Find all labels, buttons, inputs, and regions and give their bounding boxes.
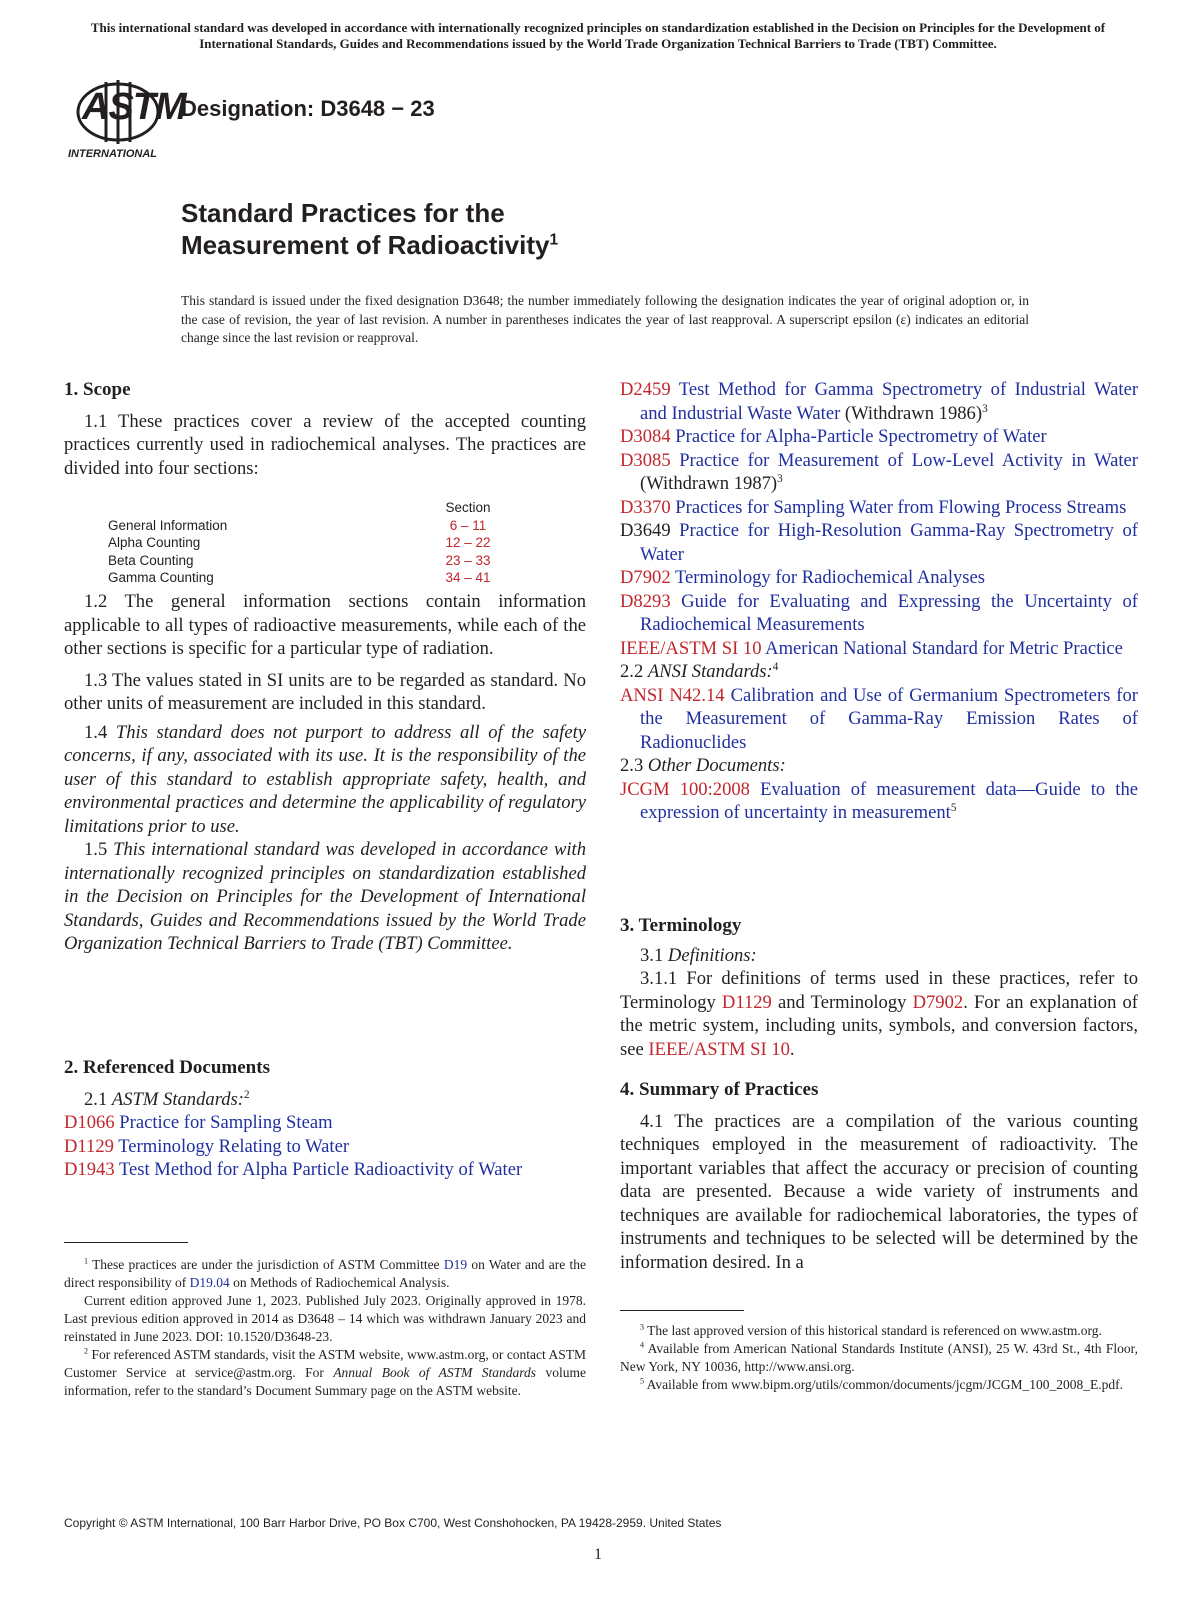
footnote-3-number: 3 [640, 1322, 645, 1332]
footnotes-left [64, 1256, 586, 1400]
footnote-ref-2: 2 [243, 1088, 250, 1101]
astm-logo [64, 72, 186, 164]
para-3-1-1-text: . [789, 1038, 795, 1060]
ref-entry [64, 1158, 586, 1182]
footnote-rule-right [620, 1310, 744, 1311]
footnote-1-text: on Methods of Radiochemical Analysis. [229, 1275, 450, 1290]
ref-entry [620, 378, 1138, 425]
ref-code-link[interactable]: D1129 [64, 1135, 114, 1157]
ref-entry [620, 566, 1138, 590]
ref-code-link[interactable]: JCGM 100:2008 [620, 778, 750, 800]
scope-section [64, 378, 586, 480]
para-2-1-text: ASTM Standards: [111, 1088, 244, 1110]
para-3-1-1 [620, 967, 1138, 1061]
footnote-2-number: 2 [84, 1346, 89, 1356]
ref-entry [620, 425, 1138, 449]
ref-title-link[interactable]: Test Method for Alpha Particle Radioactivity of Water [118, 1159, 523, 1180]
ref-title-link[interactable]: Practice for High-Resolution Gamma-Ray Spectrometry of Water [640, 520, 1138, 565]
terminology-heading: 3. Terminology [620, 915, 742, 936]
ref-title-link[interactable]: American National Standard for Metric Practice [765, 637, 1123, 659]
ref-code-link[interactable]: D8293 [620, 590, 671, 612]
issue-note: This standard is issued under the fixed designation D3648; the number immediately following the designation indicates the year of original adoption or, in the case of revision, the year of last revision. A number in parentheses indicates the year of last reapproval. A superscript epsilon (ε) indicates an editorial change since the last revision or reapproval. [181, 293, 1029, 345]
logo-wordmark: ASTM [82, 86, 186, 128]
summary-section [620, 1078, 1138, 1274]
refdocs-continued [620, 378, 1138, 825]
ref-title-link[interactable]: Terminology for Radiochemical Analyses [674, 567, 986, 588]
ref-title-link[interactable]: Practices for Sampling Water from Flowing Process Streams [675, 496, 1127, 518]
para-3-1-1-text: and Terminology [771, 991, 913, 1013]
footnote-3 [620, 1322, 1138, 1340]
subcommittee-link[interactable]: D19.04 [189, 1275, 230, 1290]
terminology-section [620, 914, 1138, 1061]
para-1-2: 1.2 The general information sections contain information applicable to all types of radioactive measurements, while each of the other sections is specific for a particular type of radiation. [64, 591, 586, 659]
ref-entry [620, 496, 1138, 520]
footnote-5-number: 5 [640, 1376, 645, 1386]
footnote-2-text: For referenced ASTM standards, visit the ASTM website, www.astm.org, or contact ASTM Customer Service at service@astm.org. For [64, 1347, 586, 1380]
ieee-si10-link[interactable]: IEEE/ASTM SI 10 [648, 1038, 790, 1060]
d1129-link[interactable]: D1129 [721, 991, 772, 1013]
ref-title-link[interactable]: Guide for Evaluating and Expressing the Uncertainty of Radiochemical Measurements [640, 590, 1138, 635]
ref-entry [620, 519, 1138, 566]
footnote-ref-4: 4 [772, 660, 779, 673]
footnote-5-text: Available from www.bipm.org/utils/common/documents/jcgm/JCGM_100_2008_E.pdf. [644, 1377, 1124, 1392]
ref-entry [64, 1111, 586, 1135]
document-title [181, 197, 558, 261]
para-2-3-number: 2.3 [620, 755, 644, 776]
ref-code-link[interactable]: D7902 [620, 567, 671, 588]
footnote-ref-3: 3 [982, 402, 988, 415]
ref-entry [620, 684, 1138, 755]
withdrawn-note: (Withdrawn 1986) [840, 402, 983, 424]
footnote-rule-left [64, 1242, 188, 1243]
ref-entry [64, 1135, 586, 1159]
footnotes-right [620, 1322, 1138, 1394]
copyright-line: Copyright © ASTM International, 100 Barr Harbor Drive, PO Box C700, West Conshohocken, PA 19428-2959. United States [64, 1516, 722, 1530]
para-3-1-1-text: . For an explanation of the metric system, including units, symbols, and conversion factors, see [620, 991, 1138, 1060]
footnote-1-number: 1 [84, 1256, 89, 1266]
ref-code-link[interactable]: IEEE/ASTM SI 10 [620, 637, 762, 659]
ref-entry [620, 449, 1138, 496]
section-label: General Information [108, 517, 228, 533]
section-range-link[interactable]: 34 – 41 [445, 570, 491, 585]
para-1-3: 1.3 The values stated in SI units are to be regarded as standard. No other units of measurement are included in this standard. [64, 669, 586, 714]
summary-heading: 4. Summary of Practices [620, 1079, 819, 1100]
footnote-4 [620, 1340, 1138, 1376]
ref-title-link[interactable]: Evaluation of measurement data—Guide to the expression of uncertainty in measurement [640, 778, 1138, 823]
ref-title-link[interactable]: Test Method for Gamma Spectrometry of Industrial Water and Industrial Waste Water [640, 379, 1139, 424]
para-1-1: 1.1 These practices cover a review of the accepted counting practices currently used in radiochemical analyses. The practices are divided into four sections: [64, 410, 586, 479]
ref-code-link[interactable]: D2459 [620, 379, 671, 400]
scope-heading: 1. Scope [64, 379, 131, 400]
section-range-link[interactable]: 6 – 11 [449, 517, 487, 533]
ref-title-link[interactable]: Practice for Alpha-Particle Spectrometry of Water [675, 426, 1047, 447]
refdocs-heading: 2. Referenced Documents [64, 1057, 270, 1078]
para-4-1: 4.1 The practices are a compilation of the various counting techniques employed in the measurement of radioactivity. The important variables that affect the accuracy or precision of counting data are presented. Because a wide variety of instruments and techniques are available for radiochemical laboratories, the types of instruments and techniques to be selected will be determined by the information desired. In a [620, 1110, 1138, 1273]
para-1-5-text: This international standard was developed in accordance with internationally recognized principles on standardization established in the Decision on Principles for the Development of International Standards, Guides and Recommendations issued by the World Trade Organization Technical Barriers to Trade (TBT) Committee. [64, 839, 586, 954]
ref-title-link[interactable]: Terminology Relating to Water [118, 1135, 350, 1157]
ref-title-link[interactable]: Practice for Measurement of Low-Level Activity in Water [679, 449, 1138, 471]
committee-d19-link[interactable]: D19 [443, 1257, 468, 1272]
para-1-5-number: 1.5 [84, 839, 108, 860]
ref-code-link[interactable]: ANSI N42.14 [620, 684, 725, 706]
d7902-link[interactable]: D7902 [912, 991, 964, 1013]
para-2-2 [620, 660, 1138, 684]
footnote-ref-3: 3 [777, 472, 783, 485]
ref-code-link[interactable]: D1066 [64, 1112, 115, 1133]
para-3-1 [620, 944, 1138, 968]
refdocs-section [64, 1056, 586, 1182]
scope-continued [64, 590, 586, 956]
footnote-ref-5: 5 [950, 801, 957, 814]
footnote-4-number: 4 [640, 1340, 645, 1350]
ref-code-link[interactable]: D1943 [64, 1159, 115, 1180]
ref-title-link[interactable]: Practice for Sampling Steam [119, 1112, 333, 1133]
para-2-2-number: 2.2 [620, 661, 644, 682]
para-2-1 [64, 1088, 586, 1112]
section-column-header: Section [445, 500, 491, 515]
footnote-2-text: volume information, refer to the standard’s Document Summary page on the ASTM website. [64, 1365, 586, 1398]
page-number: 1 [594, 1546, 602, 1563]
para-3-1-1-text: 3.1.1 For definitions of terms used in these practices, refer to Terminology [620, 968, 1138, 1013]
ref-title-link[interactable]: Calibration and Use of Germanium Spectrometers for the Measurement of Gamma-Ray Emission Rates of Radionuclides [640, 684, 1138, 753]
title-line-2: Measurement of Radioactivity [181, 230, 550, 260]
para-2-1-number: 2.1 [84, 1088, 108, 1110]
footnote-2 [64, 1346, 586, 1400]
para-2-3 [620, 754, 1138, 778]
section-label: Beta Counting [108, 552, 194, 568]
para-3-1-number: 3.1 [640, 944, 664, 966]
ref-code-link[interactable]: D3370 [620, 496, 671, 518]
footnote-1 [64, 1256, 586, 1292]
para-1-4-text: This standard does not purport to address all of the safety concerns, if any, associated with its use. It is the responsibility of the user of this standard to establish appropriate safety, health, and environmental practices and determine the applicability of regulatory limitations prior to use. [64, 721, 586, 837]
footnote-2-italic: Annual Book of ASTM Standards [333, 1365, 537, 1380]
ref-code-link[interactable]: D3084 [620, 426, 671, 447]
footnote-3-text: The last approved version of this historical standard is referenced on www.astm.org. [644, 1323, 1102, 1338]
para-3-1-text: Definitions: [667, 944, 757, 966]
top-notice: This international standard was developed in accordance with internationally recognized principles on standardization established in the Decision on Principles for the Development of International Standards, Guides and Recommendations issued by the World Trade Organization Technical Barriers to Trade (TBT) Committee. [90, 20, 1106, 51]
footnote-1-text: on Water and are the direct responsibility of [64, 1257, 586, 1290]
footnote-1-edition: Current edition approved June 1, 2023. Published July 2023. Originally approved in 1978. Last previous edition approved in 2014 as D3648 – 14 which was withdrawn January 2023 and reinstated in June 2023. DOI: 10.1520/D3648-23. [64, 1293, 586, 1344]
footnote-4-text: Available from American National Standards Institute (ANSI), 25 W. 43rd St., 4th Floor, New York, NY 10036, http://www.ansi.org. [620, 1341, 1138, 1374]
para-1-5 [64, 838, 586, 956]
section-range-link[interactable]: 12 – 22 [445, 535, 491, 550]
para-2-2-text: ANSI Standards: [647, 661, 773, 682]
para-2-3-text: Other Documents: [647, 755, 786, 776]
withdrawn-note: (Withdrawn 1987) [640, 473, 778, 494]
logo-caption: INTERNATIONAL [68, 148, 158, 160]
footnote-5 [620, 1376, 1138, 1394]
title-line-1: Standard Practices for the [181, 198, 505, 228]
para-1-4 [64, 721, 586, 839]
section-label: Alpha Counting [108, 535, 201, 550]
section-range-link[interactable]: 23 – 33 [445, 552, 491, 568]
section-table [108, 499, 538, 587]
ref-code-link[interactable]: D3085 [620, 449, 671, 471]
section-label: Gamma Counting [108, 570, 214, 585]
title-footnote-ref: 1 [549, 231, 559, 249]
ref-entry [620, 590, 1138, 637]
ref-code: D3649 [620, 520, 671, 541]
footnote-1-text: These practices are under the jurisdiction of ASTM Committee [88, 1257, 444, 1272]
designation: Designation: D3648 − 23 [181, 96, 435, 121]
ref-entry [620, 778, 1138, 825]
ref-entry [620, 637, 1138, 661]
para-1-4-number: 1.4 [84, 721, 108, 743]
